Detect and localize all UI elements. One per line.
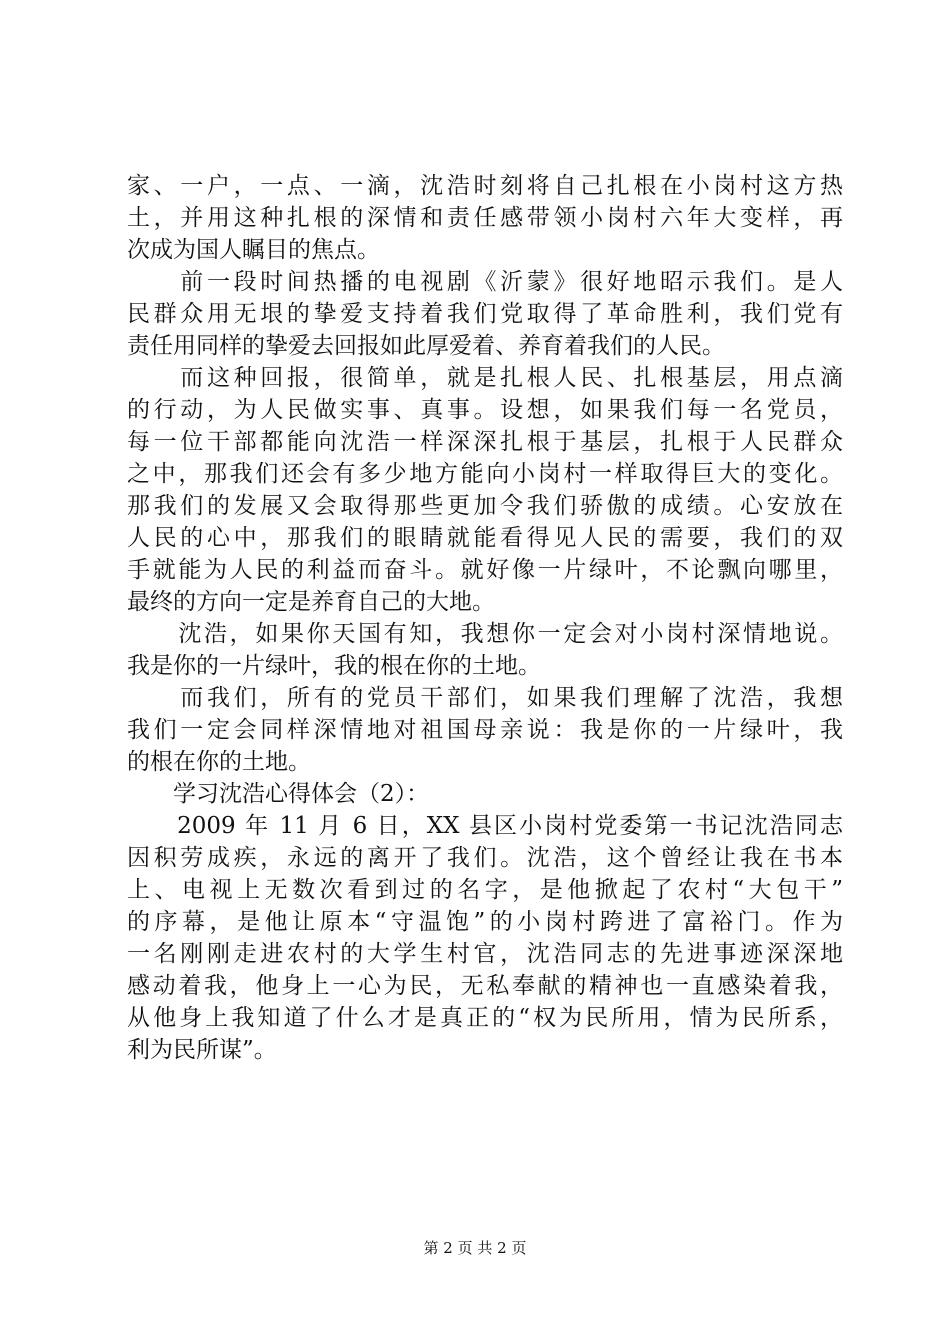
text-line: 前一段时间热播的电视剧《沂蒙》很好地昭示我们。是人	[127, 269, 843, 295]
text-line: 沈浩，如果你天国有知，我想你一定会对小岗村深情地说。	[127, 621, 843, 647]
text-line: 土，并用这种扎根的深情和责任感带领小岗村六年大变样，再	[127, 205, 843, 231]
text-line: 一名刚刚走进农村的大学生村官，沈浩同志的先进事迹深深地	[127, 941, 843, 967]
text-line: 那我们的发展又会取得那些更加令我们骄傲的成绩。心安放在	[127, 493, 843, 519]
text-line: 最终的方向一定是养育自己的大地。	[127, 589, 495, 615]
text-line: 责任用同样的挚爱去回报如此厚爱着、养育着我们的人民。	[127, 333, 725, 359]
section-heading: 学习沈浩心得体会（2）：	[127, 781, 430, 807]
text-line: 手就能为人民的利益而奋斗。就好像一片绿叶，不论飘向哪里，	[127, 557, 843, 583]
text-line: 的行动，为人民做实事、真事。设想，如果我们每一名党员，	[127, 397, 843, 423]
text-line: 我是你的一片绿叶，我的根在你的土地。	[127, 653, 541, 679]
text-line: 而这种回报，很简单，就是扎根人民、扎根基层，用点滴	[127, 365, 843, 391]
body-text	[127, 170, 843, 1066]
text-line: 2009 年 11 月 6 日，XX 县区小岗村党委第一书记沈浩同志	[127, 813, 843, 839]
text-line: 每一位干部都能向沈浩一样深深扎根于基层，扎根于人民群众	[127, 429, 843, 455]
text-line: 的根在你的土地。	[127, 749, 311, 775]
text-line: 利为民所谋”。	[127, 1037, 277, 1063]
text-line: 家、一户，一点、一滴，沈浩时刻将自己扎根在小岗村这方热	[127, 173, 843, 199]
page-number-footer: 第 2 页 共 2 页	[423, 1239, 527, 1257]
text-line: 民群众用无垠的挚爱支持着我们党取得了革命胜利，我们党有	[127, 301, 843, 327]
text-line: 上、电视上无数次看到过的名字，是他掀起了农村“大包干”	[127, 877, 843, 903]
text-line: 感动着我，他身上一心为民，无私奉献的精神也一直感染着我，	[127, 973, 843, 999]
text-line: 我们一定会同样深情地对祖国母亲说：我是你的一片绿叶，我	[127, 717, 843, 743]
text-line: 从他身上我知道了什么才是真正的“权为民所用，情为民所系，	[127, 1005, 843, 1031]
text-line: 因积劳成疾，永远的离开了我们。沈浩，这个曾经让我在书本	[127, 845, 843, 871]
text-line: 的序幕，是他让原本“守温饱”的小岗村跨进了富裕门。作为	[127, 909, 843, 935]
text-line: 人民的心中，那我们的眼睛就能看得见人民的需要，我们的双	[127, 525, 843, 551]
text-line: 之中，那我们还会有多少地方能向小岗村一样取得巨大的变化。	[127, 461, 843, 487]
text-line: 次成为国人瞩目的焦点。	[127, 237, 380, 263]
text-line: 而我们，所有的党员干部们，如果我们理解了沈浩，我想	[127, 685, 843, 711]
